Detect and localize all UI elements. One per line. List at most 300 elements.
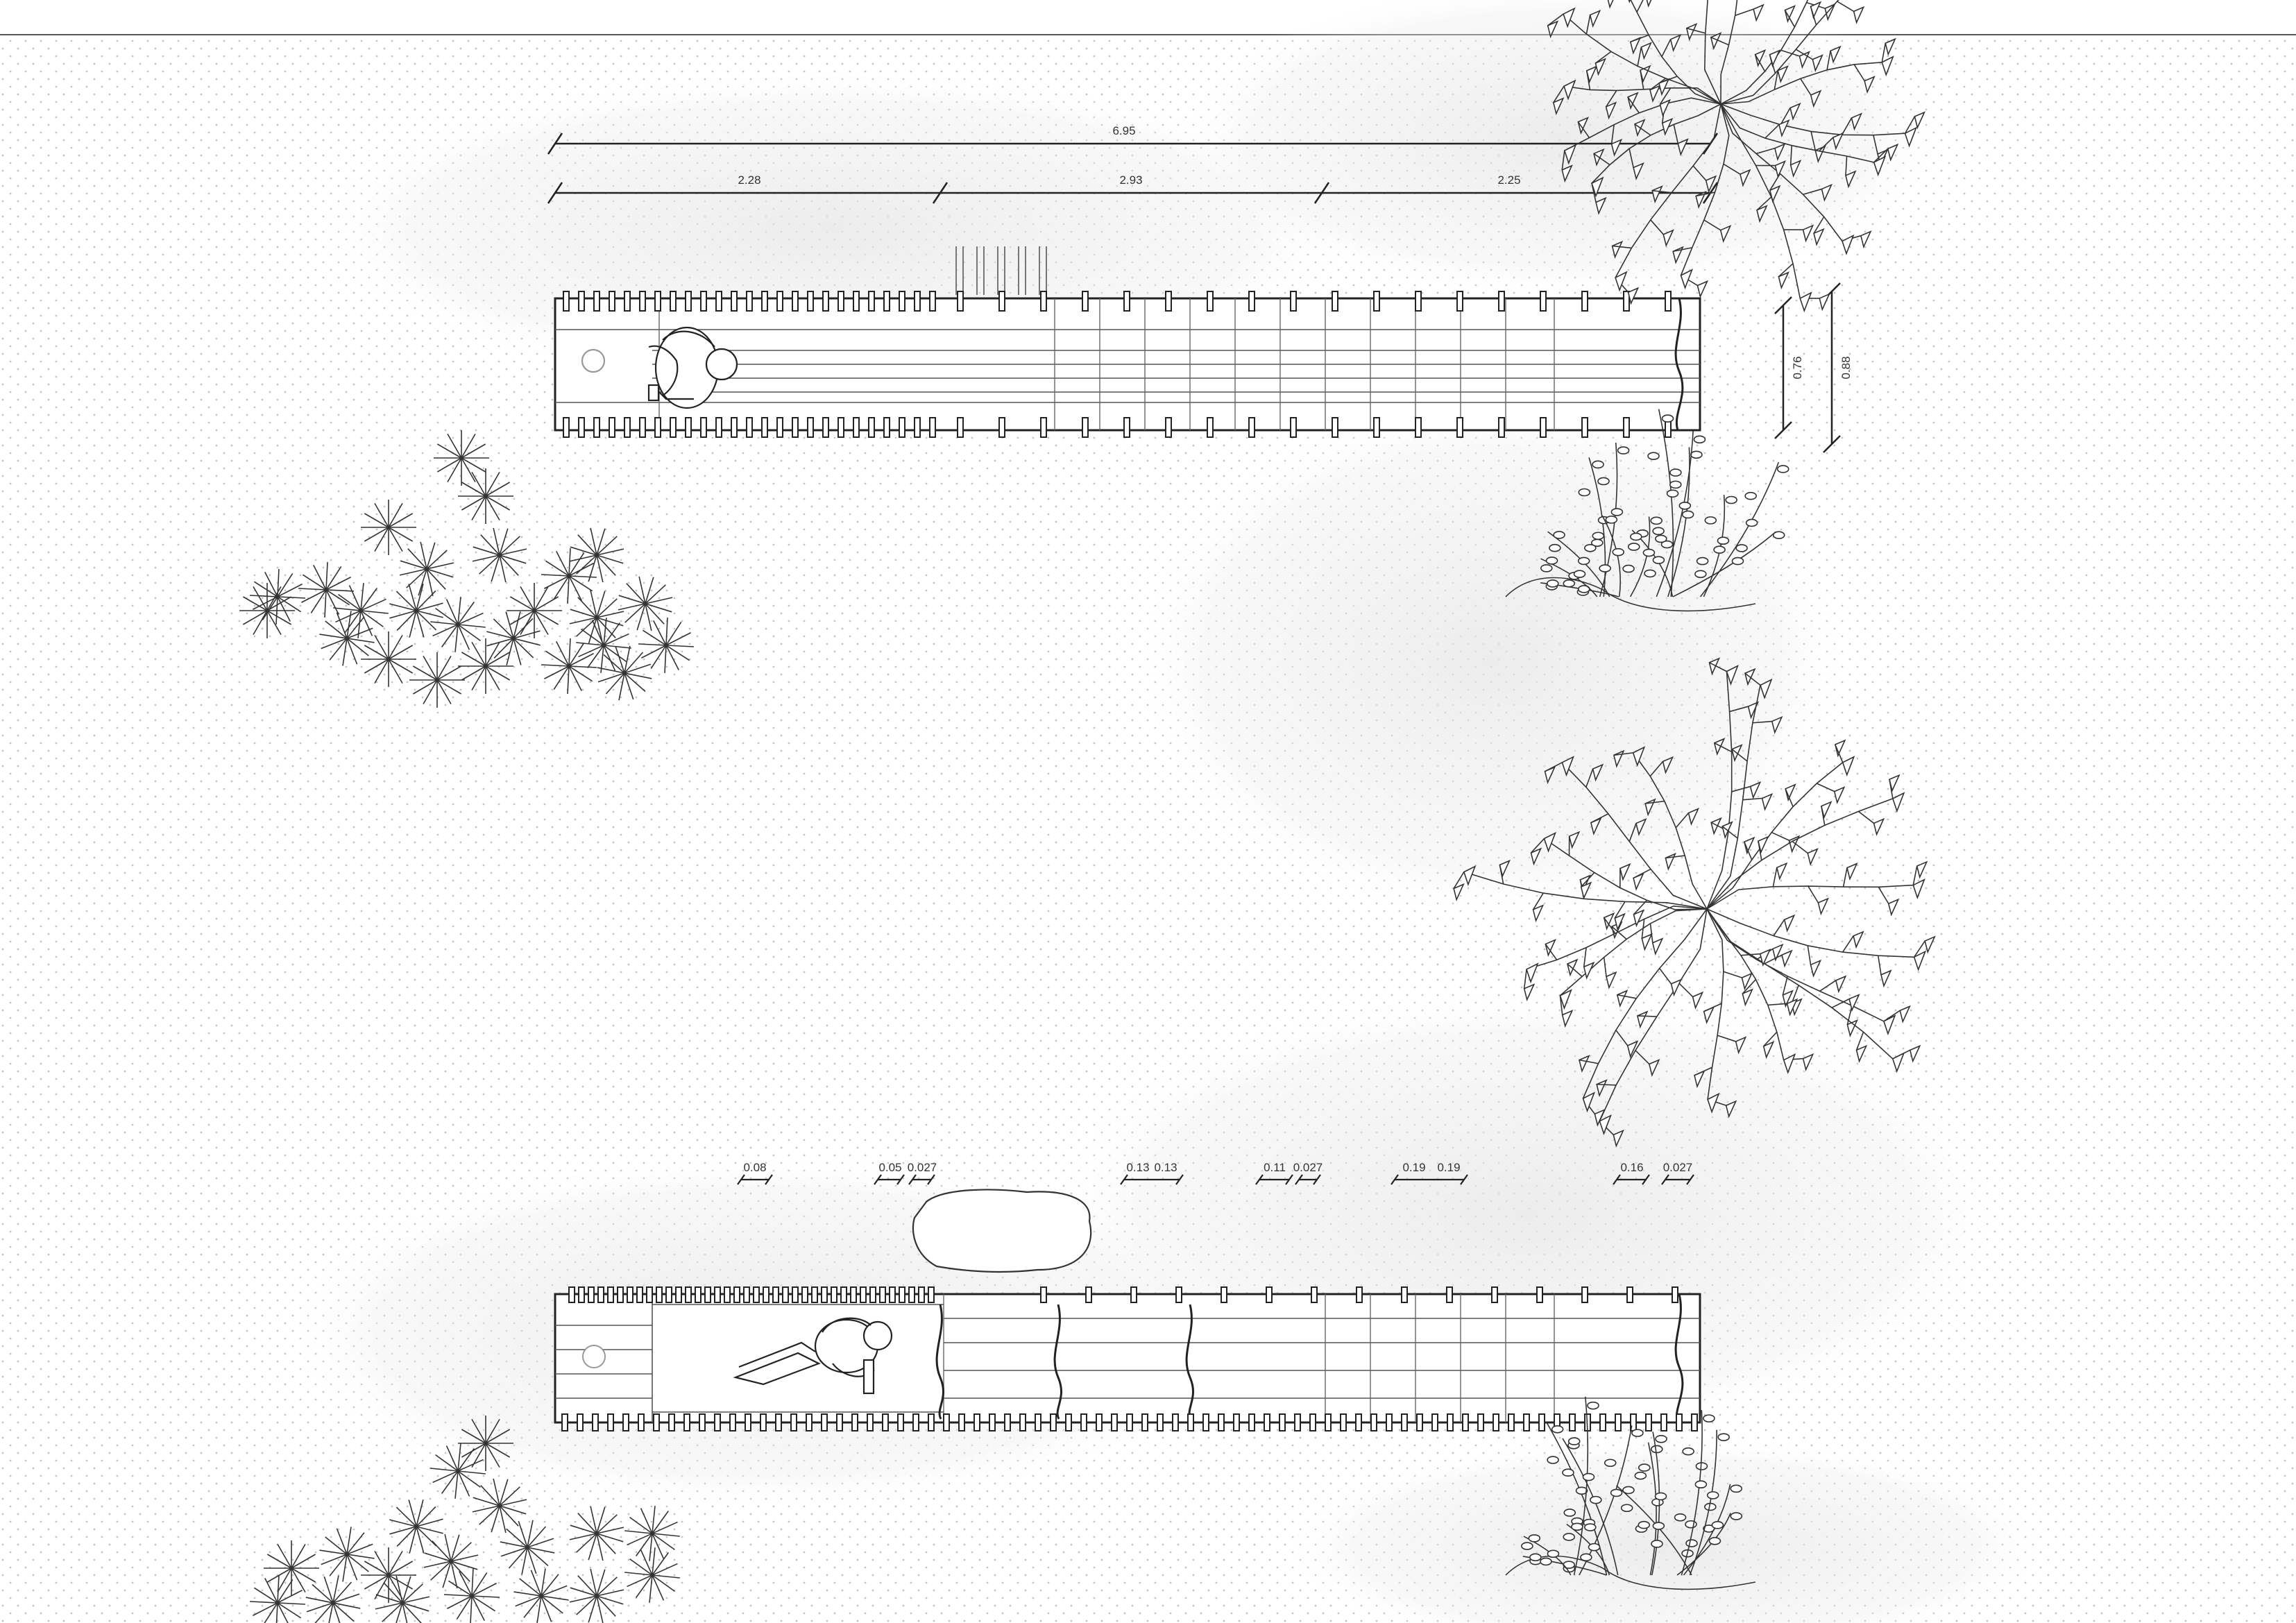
edge-clip bbox=[1295, 1414, 1300, 1431]
dimension-label-0-19-a: 0.19 bbox=[1402, 1161, 1426, 1174]
edge-clip bbox=[898, 1414, 903, 1431]
sprig-leaf bbox=[1651, 1540, 1663, 1547]
edge-clip bbox=[958, 418, 963, 437]
edge-clip bbox=[640, 418, 645, 437]
edge-clip bbox=[792, 291, 798, 311]
sprig-leaf bbox=[1726, 496, 1737, 503]
sprig-leaf bbox=[1643, 550, 1654, 556]
edge-clip bbox=[837, 1414, 842, 1431]
sprig-leaf bbox=[1547, 557, 1558, 564]
dimension-overall-label: 6.95 bbox=[1112, 124, 1136, 137]
edge-clip bbox=[699, 1414, 705, 1431]
edge-clip bbox=[562, 1414, 568, 1431]
edge-clip bbox=[1124, 418, 1130, 437]
sprig-leaf bbox=[1611, 509, 1622, 516]
sprig-leaf bbox=[1552, 1426, 1563, 1433]
sprig-leaf bbox=[1653, 556, 1664, 563]
sprig-leaf bbox=[1694, 436, 1705, 443]
edge-clip bbox=[822, 1414, 827, 1431]
sprig-leaf bbox=[1579, 488, 1590, 495]
sprig-leaf bbox=[1730, 1513, 1742, 1520]
edge-clip bbox=[563, 291, 569, 311]
sprig-leaf bbox=[1563, 1469, 1574, 1476]
sprig-leaf bbox=[1703, 1415, 1715, 1422]
edge-clip bbox=[930, 291, 935, 311]
boulder bbox=[913, 1190, 1091, 1272]
edge-clip bbox=[808, 291, 813, 311]
edge-clip bbox=[1582, 291, 1588, 311]
dimension-label-0-027-b: 0.027 bbox=[1293, 1161, 1323, 1174]
edge-clip bbox=[1096, 1414, 1102, 1431]
edge-clip bbox=[734, 1287, 740, 1302]
edge-clip bbox=[1020, 1414, 1026, 1431]
sprig-leaf bbox=[1549, 545, 1561, 552]
sprig-leaf bbox=[1675, 1514, 1686, 1521]
sprig-leaf bbox=[1745, 493, 1756, 500]
dimension-label-0-027-a: 0.027 bbox=[907, 1161, 937, 1174]
edge-clip bbox=[608, 1287, 613, 1302]
edge-clip bbox=[669, 1414, 674, 1431]
edge-clip bbox=[731, 291, 737, 311]
sprig-leaf bbox=[1574, 570, 1585, 577]
edge-clip bbox=[1124, 291, 1130, 311]
sprig-leaf bbox=[1611, 1489, 1622, 1496]
edge-clip bbox=[647, 1287, 652, 1302]
edge-clip bbox=[777, 418, 783, 437]
edge-clip bbox=[915, 291, 920, 311]
edge-clip bbox=[853, 418, 859, 437]
sprig-leaf bbox=[1667, 490, 1678, 497]
edge-clip bbox=[686, 291, 691, 311]
edge-clip bbox=[1176, 1287, 1182, 1302]
sprig-leaf bbox=[1623, 1486, 1634, 1493]
edge-clip bbox=[1646, 1414, 1651, 1431]
edge-clip bbox=[701, 291, 706, 311]
dimension-segment-1-label: 2.28 bbox=[738, 173, 761, 187]
edge-clip bbox=[1457, 291, 1463, 311]
sprig-leaf bbox=[1670, 469, 1681, 476]
edge-clip bbox=[1570, 1414, 1575, 1431]
edge-clip bbox=[812, 1287, 817, 1302]
edge-clip bbox=[822, 1287, 827, 1302]
edge-clip bbox=[919, 1287, 924, 1302]
edge-clip bbox=[999, 418, 1005, 437]
sprig-leaf bbox=[1695, 570, 1706, 577]
edge-clip bbox=[1402, 1287, 1407, 1302]
edge-clip bbox=[974, 1414, 980, 1431]
edge-clip bbox=[869, 291, 874, 311]
sprig-leaf bbox=[1554, 532, 1565, 538]
sprig-leaf bbox=[1774, 532, 1785, 538]
edge-clip bbox=[569, 1287, 575, 1302]
edge-clip bbox=[1402, 1414, 1407, 1431]
edge-clip bbox=[716, 418, 722, 437]
edge-clip bbox=[1051, 1414, 1056, 1431]
sprig-leaf bbox=[1736, 545, 1747, 552]
edge-clip bbox=[715, 1414, 720, 1431]
sprig-leaf bbox=[1732, 558, 1743, 565]
edge-clip bbox=[999, 291, 1005, 311]
edge-clip bbox=[655, 418, 661, 437]
edge-clip bbox=[1582, 1287, 1588, 1302]
edge-clip bbox=[1615, 1414, 1621, 1431]
edge-clip bbox=[624, 418, 630, 437]
edge-clip bbox=[654, 1414, 659, 1431]
edge-clip bbox=[1142, 1414, 1148, 1431]
edge-clip bbox=[666, 1287, 672, 1302]
edge-clip bbox=[1082, 418, 1088, 437]
sprig-leaf bbox=[1613, 549, 1624, 556]
edge-clip bbox=[618, 1287, 623, 1302]
bottom-bench-deck bbox=[555, 1294, 1700, 1422]
edge-clip bbox=[899, 1287, 905, 1302]
edge-clip bbox=[1081, 1414, 1087, 1431]
sprig-leaf bbox=[1530, 1554, 1541, 1561]
edge-clip bbox=[1539, 1414, 1545, 1431]
edge-clip bbox=[627, 1287, 633, 1302]
edge-clip bbox=[1005, 1414, 1010, 1431]
sprig-leaf bbox=[1691, 451, 1702, 458]
edge-clip bbox=[624, 291, 630, 311]
sprig-leaf bbox=[1547, 1550, 1558, 1557]
edge-clip bbox=[1371, 1414, 1377, 1431]
edge-clip bbox=[1207, 291, 1213, 311]
edge-clip bbox=[884, 418, 890, 437]
edge-clip bbox=[1540, 291, 1546, 311]
edge-clip bbox=[1131, 1287, 1137, 1302]
edge-clip bbox=[594, 291, 599, 311]
edge-clip bbox=[1332, 418, 1338, 437]
edge-clip bbox=[686, 1287, 691, 1302]
sprig-leaf bbox=[1529, 1535, 1540, 1542]
sprig-leaf bbox=[1588, 1402, 1599, 1409]
sprig-leaf bbox=[1583, 1474, 1594, 1481]
edge-clip bbox=[913, 1414, 919, 1431]
sprig-leaf bbox=[1606, 516, 1617, 523]
edge-clip bbox=[1157, 1414, 1163, 1431]
edge-clip bbox=[1266, 1287, 1272, 1302]
edge-clip bbox=[1492, 1287, 1497, 1302]
sprig-leaf bbox=[1632, 1429, 1643, 1436]
dimension-label-0-19-b: 0.19 bbox=[1437, 1161, 1461, 1174]
edge-clip bbox=[1279, 1414, 1285, 1431]
bottom-edge-clips-lower bbox=[562, 1414, 1697, 1431]
edge-clip bbox=[838, 291, 844, 311]
edge-clip bbox=[909, 1287, 915, 1302]
edge-clip bbox=[640, 291, 645, 311]
edge-clip bbox=[851, 1287, 856, 1302]
edge-clip bbox=[763, 1287, 769, 1302]
sprig-leaf bbox=[1670, 481, 1681, 488]
sprig-leaf bbox=[1683, 511, 1694, 518]
edge-clip bbox=[1086, 1287, 1091, 1302]
edge-clip bbox=[1221, 1287, 1227, 1302]
edge-clip bbox=[1341, 1414, 1346, 1431]
sprig-leaf bbox=[1598, 477, 1609, 484]
edge-clip bbox=[1356, 1414, 1361, 1431]
edge-clip bbox=[1332, 291, 1338, 311]
sprig-leaf bbox=[1579, 557, 1590, 564]
leaf bbox=[1854, 7, 1864, 22]
edge-clip bbox=[1035, 1414, 1041, 1431]
edge-clip bbox=[1417, 1414, 1422, 1431]
edge-clip bbox=[989, 1414, 995, 1431]
edge-clip bbox=[1234, 1414, 1239, 1431]
sprig-leaf bbox=[1656, 535, 1667, 542]
edge-clip bbox=[1582, 418, 1588, 437]
edge-clip bbox=[776, 1414, 781, 1431]
sprig-leaf bbox=[1697, 558, 1708, 565]
sprig-leaf bbox=[1547, 580, 1558, 587]
edge-clip bbox=[1249, 1414, 1255, 1431]
edge-clip bbox=[670, 291, 676, 311]
edge-clip bbox=[579, 291, 584, 311]
edge-clip bbox=[762, 291, 767, 311]
edge-clip bbox=[1415, 291, 1421, 311]
edge-clip bbox=[747, 418, 752, 437]
leaf bbox=[1825, 4, 1835, 19]
edge-clip bbox=[1457, 418, 1463, 437]
sprig-leaf bbox=[1663, 415, 1674, 422]
edge-clip bbox=[1066, 1414, 1071, 1431]
edge-clip bbox=[686, 418, 691, 437]
dimension-label-0-08: 0.08 bbox=[743, 1161, 767, 1174]
sprig-leaf bbox=[1522, 1543, 1533, 1549]
edge-clip bbox=[1082, 291, 1088, 311]
edge-clip bbox=[1537, 1287, 1542, 1302]
edge-clip bbox=[744, 1287, 749, 1302]
edge-clip bbox=[715, 1287, 720, 1302]
sprig-leaf bbox=[1585, 545, 1596, 552]
sprig-leaf bbox=[1653, 1522, 1664, 1529]
edge-clip bbox=[1624, 418, 1629, 437]
dimension-width-outer-label: 0.88 bbox=[1839, 356, 1853, 380]
edge-clip bbox=[1672, 1287, 1678, 1302]
edge-clip bbox=[724, 1287, 730, 1302]
edge-clip bbox=[598, 1287, 604, 1302]
edge-clip bbox=[860, 1287, 866, 1302]
edge-clip bbox=[1041, 418, 1046, 437]
sprig-leaf bbox=[1585, 1524, 1596, 1531]
edge-clip bbox=[899, 418, 905, 437]
edge-clip bbox=[1661, 1414, 1667, 1431]
edge-clip bbox=[841, 1287, 847, 1302]
sprig-leaf bbox=[1778, 466, 1789, 473]
edge-clip bbox=[1173, 1414, 1178, 1431]
edge-clip bbox=[1478, 1414, 1483, 1431]
sprig-leaf bbox=[1639, 1464, 1650, 1471]
edge-clip bbox=[852, 1414, 858, 1431]
edge-clip bbox=[1166, 291, 1171, 311]
edge-clip bbox=[1447, 1287, 1452, 1302]
edge-clip bbox=[684, 1414, 690, 1431]
sprig-leaf bbox=[1563, 1533, 1574, 1540]
edge-clip bbox=[1127, 1414, 1132, 1431]
sprig-leaf bbox=[1629, 543, 1640, 550]
sprig-leaf bbox=[1656, 1436, 1667, 1443]
sprig-leaf bbox=[1569, 1438, 1580, 1445]
edge-clip bbox=[579, 418, 584, 437]
sprig-leaf bbox=[1563, 580, 1574, 587]
edge-clip bbox=[1432, 1414, 1438, 1431]
sprig-leaf bbox=[1605, 1459, 1616, 1466]
edge-clip bbox=[1325, 1414, 1331, 1431]
edge-clip bbox=[853, 291, 859, 311]
edge-clip bbox=[579, 1287, 584, 1302]
sprig-leaf bbox=[1638, 1522, 1649, 1529]
sprig-leaf bbox=[1686, 1540, 1697, 1547]
sprig-leaf bbox=[1648, 452, 1659, 459]
sprig-leaf bbox=[1623, 566, 1634, 572]
sprig-leaf bbox=[1708, 1492, 1719, 1499]
sprig-leaf bbox=[1705, 517, 1716, 524]
sprig-leaf bbox=[1589, 1544, 1600, 1551]
sprig-leaf bbox=[1576, 1487, 1588, 1494]
edge-clip bbox=[867, 1414, 873, 1431]
dimension-segment-3-label: 2.25 bbox=[1497, 173, 1521, 187]
sprig-leaf bbox=[1635, 1472, 1646, 1479]
sprig-leaf bbox=[1590, 1497, 1601, 1504]
edge-clip bbox=[944, 1414, 949, 1431]
dimension-segment-2-label: 2.93 bbox=[1119, 173, 1143, 187]
edge-clip bbox=[1600, 1414, 1606, 1431]
edge-clip bbox=[1112, 1414, 1117, 1431]
edge-clip bbox=[870, 1287, 876, 1302]
edge-clip bbox=[899, 291, 905, 311]
sprig-leaf bbox=[1592, 532, 1604, 539]
sprig-leaf bbox=[1714, 546, 1725, 553]
edge-clip bbox=[1311, 1287, 1317, 1302]
edge-clip bbox=[1540, 418, 1546, 437]
edge-clip bbox=[823, 418, 828, 437]
edge-clip bbox=[655, 291, 661, 311]
sprig-leaf bbox=[1656, 1493, 1667, 1499]
sprig-leaf bbox=[1718, 1434, 1729, 1441]
edge-clip bbox=[959, 1414, 964, 1431]
edge-clip bbox=[1041, 291, 1046, 311]
dimension-label-0-027-c: 0.027 bbox=[1663, 1161, 1693, 1174]
edge-clip bbox=[883, 1414, 888, 1431]
edge-clip bbox=[831, 1287, 837, 1302]
dimension-label-0-16: 0.16 bbox=[1620, 1161, 1644, 1174]
edge-clip bbox=[1203, 1414, 1209, 1431]
edge-clip bbox=[623, 1414, 629, 1431]
edge-clip bbox=[731, 418, 737, 437]
edge-clip bbox=[890, 1287, 895, 1302]
edge-clip bbox=[730, 1414, 735, 1431]
edge-clip bbox=[563, 418, 569, 437]
sprig-leaf bbox=[1631, 533, 1642, 540]
edge-clip bbox=[1524, 1414, 1529, 1431]
edge-clip bbox=[754, 1287, 759, 1302]
edge-clip bbox=[745, 1414, 751, 1431]
sprig-leaf bbox=[1599, 565, 1610, 572]
sprig-leaf bbox=[1685, 1521, 1697, 1528]
edge-clip bbox=[1374, 418, 1379, 437]
edge-clip bbox=[609, 418, 615, 437]
edge-clip bbox=[1357, 1287, 1362, 1302]
dimension-label-0-13-a: 0.13 bbox=[1126, 1161, 1150, 1174]
edge-clip bbox=[716, 291, 722, 311]
sprig-leaf bbox=[1592, 461, 1604, 468]
edge-clip bbox=[777, 291, 783, 311]
edge-clip bbox=[930, 418, 935, 437]
edge-clip bbox=[823, 291, 828, 311]
edge-clip bbox=[1166, 418, 1171, 437]
edge-clip bbox=[792, 1287, 798, 1302]
edge-clip bbox=[773, 1287, 779, 1302]
edge-clip bbox=[1499, 291, 1504, 311]
edge-clip bbox=[609, 291, 615, 311]
sprig-leaf bbox=[1679, 502, 1690, 509]
edge-clip bbox=[1627, 1287, 1633, 1302]
sprig-leaf bbox=[1622, 1504, 1633, 1511]
edge-clip bbox=[806, 1414, 812, 1431]
edge-clip bbox=[792, 418, 798, 437]
edge-clip bbox=[1249, 291, 1255, 311]
edge-clip bbox=[869, 418, 874, 437]
edge-clip bbox=[695, 1287, 701, 1302]
sprig-leaf bbox=[1547, 1456, 1558, 1463]
sprig-leaf bbox=[1618, 447, 1629, 454]
edge-clip bbox=[1264, 1414, 1270, 1431]
sprig-leaf bbox=[1564, 1509, 1575, 1516]
edge-clip bbox=[676, 1287, 681, 1302]
edge-clip bbox=[1499, 418, 1504, 437]
edge-clip bbox=[783, 1287, 788, 1302]
bottom-round-marker bbox=[583, 1345, 605, 1368]
edge-clip bbox=[1291, 291, 1296, 311]
edge-clip bbox=[1447, 1414, 1453, 1431]
edge-clip bbox=[928, 1287, 934, 1302]
sprig-leaf bbox=[1746, 519, 1758, 526]
edge-clip bbox=[791, 1414, 797, 1431]
edge-clip bbox=[594, 418, 599, 437]
edge-clip bbox=[760, 1414, 766, 1431]
edge-clip bbox=[958, 291, 963, 311]
edge-clip bbox=[1041, 1287, 1046, 1302]
edge-clip bbox=[1249, 418, 1255, 437]
edge-clip bbox=[1188, 1414, 1193, 1431]
edge-clip bbox=[577, 1414, 583, 1431]
edge-clip bbox=[1665, 291, 1671, 311]
edge-clip bbox=[670, 418, 676, 437]
dimension-label-0-05: 0.05 bbox=[878, 1161, 902, 1174]
sprig-leaf bbox=[1683, 1448, 1694, 1455]
edge-clip bbox=[762, 418, 767, 437]
edge-clip bbox=[638, 1414, 644, 1431]
edge-clip bbox=[1692, 1414, 1697, 1431]
sprig-leaf bbox=[1644, 570, 1656, 577]
sprig-leaf bbox=[1540, 1558, 1551, 1565]
sprig-leaf bbox=[1651, 517, 1662, 524]
edge-clip bbox=[701, 418, 706, 437]
edge-clip bbox=[1310, 1414, 1316, 1431]
sprig-leaf bbox=[1572, 1523, 1583, 1530]
sprig-leaf bbox=[1541, 565, 1552, 572]
edge-clip bbox=[808, 418, 813, 437]
edge-clip bbox=[880, 1287, 885, 1302]
sprig-leaf bbox=[1717, 537, 1728, 544]
sprig-leaf bbox=[1730, 1485, 1742, 1492]
edge-clip bbox=[1676, 1414, 1682, 1431]
edge-clip bbox=[1508, 1414, 1514, 1431]
sprig-leaf bbox=[1581, 1554, 1592, 1561]
edge-clip bbox=[915, 418, 920, 437]
edge-clip bbox=[1386, 1414, 1392, 1431]
edge-clip bbox=[705, 1287, 711, 1302]
sprig-leaf bbox=[1651, 1445, 1663, 1452]
